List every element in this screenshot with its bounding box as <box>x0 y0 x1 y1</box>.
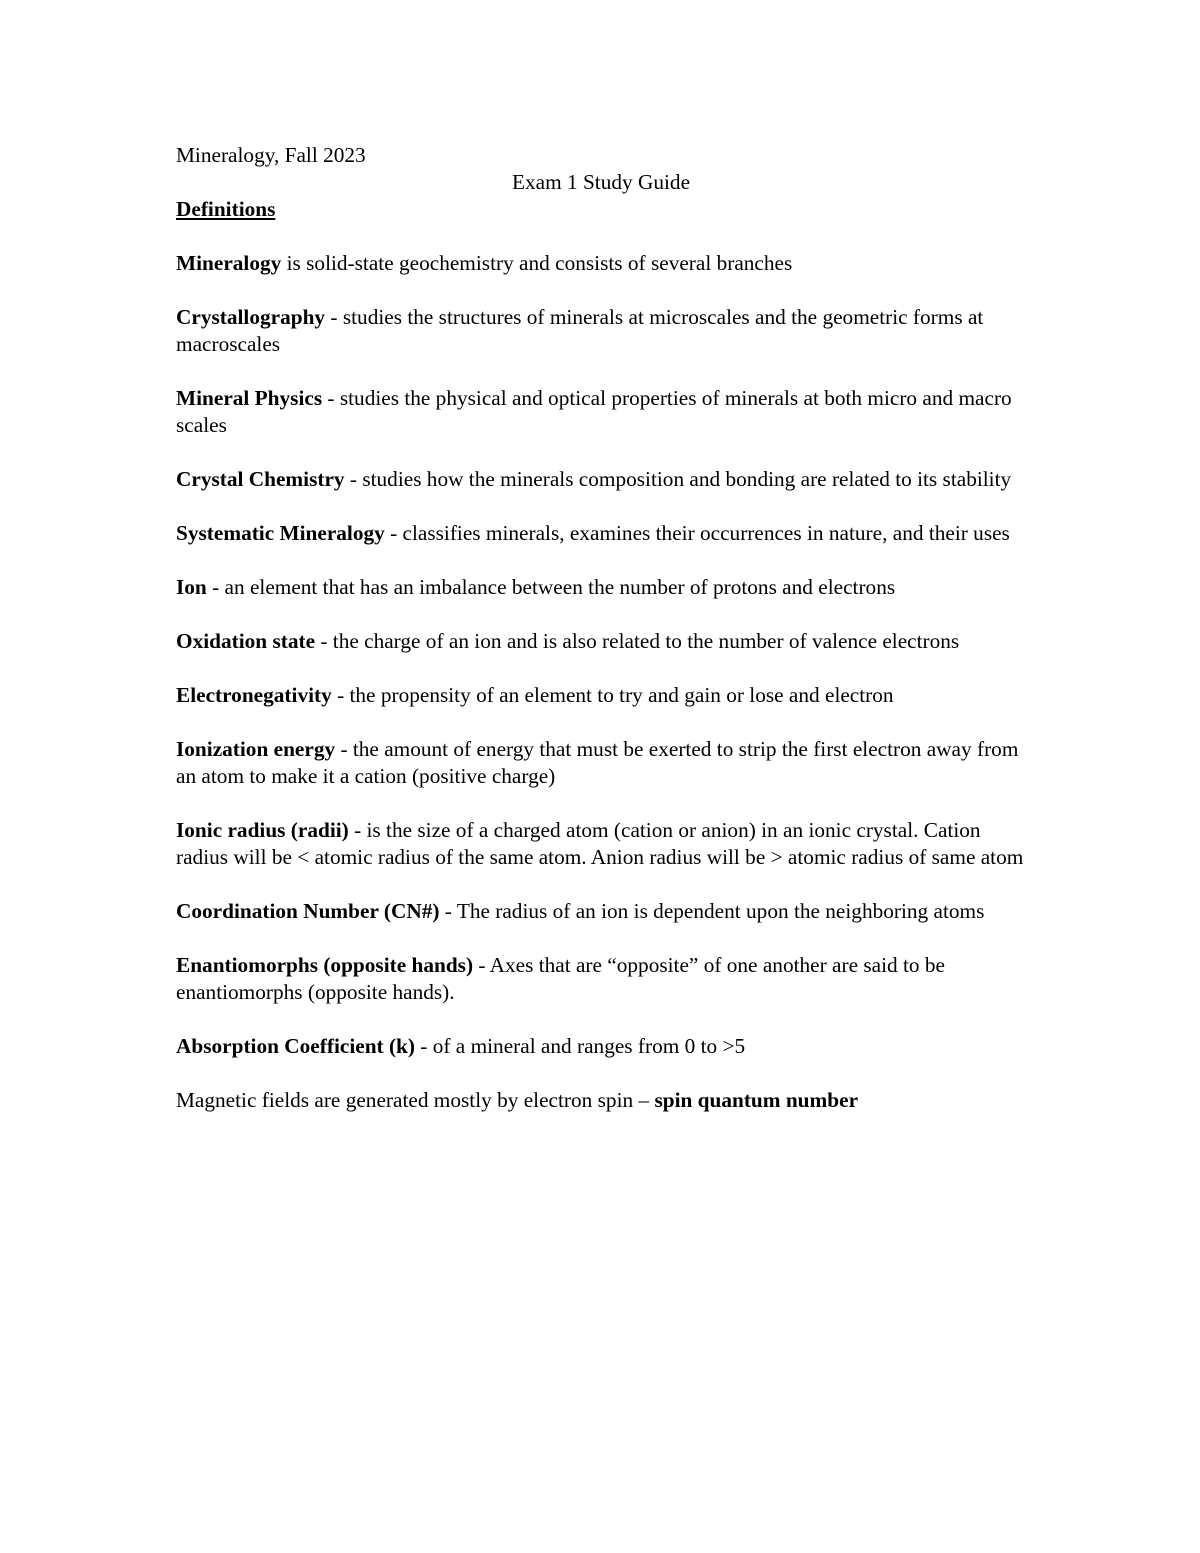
definition-text: - of a mineral and ranges from 0 to >5 <box>414 1034 746 1058</box>
section-heading: Definitions <box>176 197 276 221</box>
definition-text: - studies the physical and optical properties of minerals at both micro and macro scales <box>176 386 1012 437</box>
document-body <box>176 142 1026 1141</box>
definition-text: - an element that has an imbalance between the number of protons and electrons <box>206 575 896 599</box>
definition-term: Crystal Chemistry <box>176 467 345 491</box>
definition-text: is solid-state geochemistry and consists of several branches <box>281 251 793 275</box>
definition-enantiomorphs <box>176 952 1026 1006</box>
definition-ion <box>176 574 1026 601</box>
closing-text: Magnetic fields are generated mostly by electron spin – <box>176 1088 655 1112</box>
definition-term: Systematic Mineralogy <box>176 521 385 545</box>
definition-coordination-number <box>176 898 1026 925</box>
closing-statement <box>176 1087 1026 1114</box>
closing-bold-text: spin quantum number <box>654 1088 859 1112</box>
definition-term: Coordination Number (CN#) <box>176 899 440 923</box>
definition-term: Crystallography <box>176 305 326 329</box>
course-line: Mineralogy, Fall 2023 <box>176 143 366 167</box>
definition-text: - is the size of a charged atom (cation or anion) in an ionic crystal. Cation radius will be < atomic radius of the same atom. Anion radius will be > atomic radius of same atom <box>176 818 1024 869</box>
definition-term: Mineral Physics <box>176 386 323 410</box>
definition-text: - The radius of an ion is dependent upon the neighboring atoms <box>439 899 985 923</box>
definition-ionization-energy <box>176 736 1026 790</box>
definition-oxidation-state <box>176 628 1026 655</box>
definition-absorption-coefficient <box>176 1033 1026 1060</box>
definition-term: Enantiomorphs (opposite hands) <box>176 953 474 977</box>
definition-term: Mineralogy <box>176 251 282 275</box>
definition-mineralogy <box>176 250 1026 277</box>
definition-term: Ionization energy <box>176 737 336 761</box>
definition-text: - studies the structures of minerals at microscales and the geometric forms at macroscales <box>176 305 984 356</box>
definition-term: Electronegativity <box>176 683 332 707</box>
definition-crystallography <box>176 304 1026 358</box>
definition-term: Ionic radius (radii) <box>176 818 349 842</box>
definition-term: Oxidation state <box>176 629 316 653</box>
definition-text: - the propensity of an element to try and gain or lose and electron <box>331 683 894 707</box>
definition-term: Ion <box>176 575 207 599</box>
definition-text: - the charge of an ion and is also related to the number of valence electrons <box>315 629 960 653</box>
definition-text: - studies how the minerals composition and bonding are related to its stability <box>344 467 1012 491</box>
definition-electronegativity <box>176 682 1026 709</box>
definition-text: - the amount of energy that must be exerted to strip the first electron away from an atom to make it a cation (positive charge) <box>176 737 1019 788</box>
definition-crystal-chemistry <box>176 466 1026 493</box>
definition-term: Absorption Coefficient (k) <box>176 1034 415 1058</box>
definition-text: - Axes that are “opposite” of one another are said to be enantiomorphs (opposite hands). <box>176 953 945 1004</box>
definition-systematic-mineralogy <box>176 520 1026 547</box>
definition-mineral-physics <box>176 385 1026 439</box>
definition-ionic-radius <box>176 817 1026 871</box>
definition-text: - classifies minerals, examines their occurrences in nature, and their uses <box>384 521 1010 545</box>
document-title: Exam 1 Study Guide <box>511 170 691 194</box>
